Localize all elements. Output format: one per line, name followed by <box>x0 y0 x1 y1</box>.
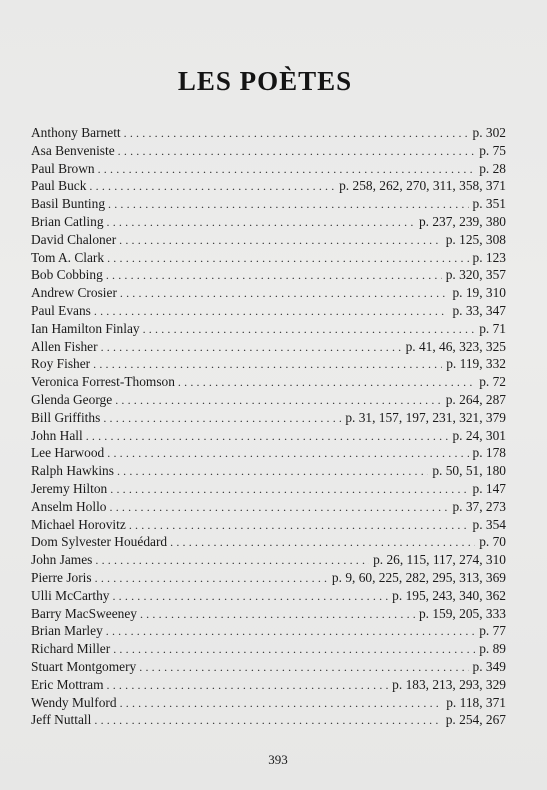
dot-leader <box>107 677 389 695</box>
page-references: p. 89 <box>479 641 506 657</box>
poet-name: Ian Hamilton Finlay <box>31 320 140 336</box>
dot-leader <box>94 712 441 730</box>
index-entry <box>31 676 506 694</box>
dot-leader <box>110 499 449 517</box>
poet-name: Basil Bunting <box>31 196 106 212</box>
index-entry <box>31 569 506 587</box>
poet-name: John Hall <box>31 427 83 443</box>
index-entry <box>31 213 506 231</box>
index-entry <box>31 195 506 213</box>
dot-leader <box>143 321 476 339</box>
page-references: p. 77 <box>479 623 506 639</box>
index-entry <box>31 587 506 605</box>
poet-name: Pierre Joris <box>31 569 92 585</box>
page-references: p. 31, 157, 197, 231, 321, 379 <box>345 409 506 425</box>
index-entry <box>31 551 506 569</box>
poet-name: Anthony Barnett <box>31 125 121 140</box>
index-entry <box>31 124 506 142</box>
poet-name: Jeff Nuttall <box>31 712 92 728</box>
dot-leader <box>106 623 475 641</box>
dot-leader <box>118 143 476 161</box>
poet-name: Andrew Crosier <box>31 285 117 301</box>
poet-name: Paul Evans <box>31 302 91 318</box>
poet-name: Paul Buck <box>31 178 87 194</box>
index-entry <box>31 409 506 427</box>
index-entry <box>31 302 506 320</box>
index-entry <box>31 622 506 640</box>
poet-name: Michael Horovitz <box>31 516 126 532</box>
page-references: p. 75 <box>479 142 506 158</box>
dot-leader <box>170 534 475 552</box>
poet-name: Brian Marley <box>31 623 103 639</box>
page-references: p. 254, 267 <box>445 712 506 728</box>
page-references: p. 147 <box>472 480 506 496</box>
poet-name: Tom A. Clark <box>31 249 105 265</box>
dot-leader <box>98 161 476 179</box>
page-references: p. 50, 51, 180 <box>432 463 506 479</box>
page-references: p. 258, 262, 270, 311, 358, 371 <box>339 178 506 194</box>
dot-leader <box>107 214 415 232</box>
index-entry <box>31 605 506 623</box>
page-references: p. 28 <box>479 160 506 176</box>
dot-leader <box>106 267 442 285</box>
dot-leader <box>178 374 475 392</box>
page-references: p. 37, 273 <box>452 498 506 514</box>
poet-name: Eric Mottram <box>31 676 104 692</box>
index-entry <box>31 320 506 338</box>
dot-leader <box>113 641 475 659</box>
poet-name: Veronica Forrest-Thomson <box>31 374 175 390</box>
index-entry <box>31 231 506 249</box>
poet-name: Roy Fisher <box>31 356 91 372</box>
dot-leader <box>94 303 449 321</box>
poet-name: Ralph Hawkins <box>31 463 114 479</box>
page-references: p. 302 <box>472 125 506 140</box>
poet-name: Dom Sylvester Houédard <box>31 534 168 550</box>
dot-leader <box>103 410 341 428</box>
index-entry <box>31 355 506 373</box>
index-entry <box>31 249 506 267</box>
poet-name: Jeremy Hilton <box>31 480 108 496</box>
page-references: p. 183, 213, 293, 329 <box>392 676 506 692</box>
page-references: p. 195, 243, 340, 362 <box>392 587 506 603</box>
dot-leader <box>120 285 449 303</box>
poet-name: Richard Miller <box>31 641 111 657</box>
dot-leader <box>115 392 442 410</box>
poet-name: Lee Harwood <box>31 445 105 461</box>
page-references: p. 320, 357 <box>445 267 506 283</box>
index-entry <box>31 373 506 391</box>
index-entry <box>31 533 506 551</box>
page-references: p. 70 <box>479 534 506 550</box>
dot-leader <box>140 606 415 624</box>
dot-leader <box>112 588 388 606</box>
dot-leader <box>107 445 468 463</box>
dot-leader <box>107 250 468 268</box>
dot-leader <box>101 339 402 357</box>
index-entry <box>31 266 506 284</box>
index-entry <box>31 284 506 302</box>
poet-name: Glenda George <box>31 391 113 407</box>
poet-name: Brian Catling <box>31 213 104 229</box>
dot-leader <box>108 196 468 214</box>
dot-leader <box>129 517 469 535</box>
index-entry <box>31 462 506 480</box>
index-entry <box>31 142 506 160</box>
page-references: p. 71 <box>479 320 506 336</box>
page-references: p. 119, 332 <box>446 356 506 372</box>
dot-leader <box>95 552 369 570</box>
page-references: p. 41, 46, 323, 325 <box>405 338 506 354</box>
poet-index-list <box>31 124 506 729</box>
page-references: p. 264, 287 <box>445 391 506 407</box>
poet-name: Asa Benveniste <box>31 142 115 158</box>
dot-leader <box>110 481 468 499</box>
page-references: p. 349 <box>472 658 506 674</box>
index-entry <box>31 711 506 729</box>
index-entry <box>31 516 506 534</box>
page-references: p. 159, 205, 333 <box>418 605 506 621</box>
dot-leader <box>95 570 328 588</box>
poet-name: Anselm Hollo <box>31 498 107 514</box>
index-entry <box>31 658 506 676</box>
page-number: 393 <box>268 752 288 767</box>
page-references: p. 178 <box>472 445 506 461</box>
poet-name: David Chaloner <box>31 231 117 247</box>
index-entry <box>31 177 506 195</box>
page-references: p. 125, 308 <box>445 231 506 247</box>
index-entry <box>31 427 506 445</box>
dot-leader <box>89 178 335 196</box>
dot-leader <box>119 232 442 250</box>
page-references: p. 351 <box>472 196 506 212</box>
index-entry <box>31 160 506 178</box>
poet-name: Bill Griffiths <box>31 409 101 425</box>
page-references: p. 9, 60, 225, 282, 295, 313, 369 <box>331 569 506 585</box>
index-entry <box>31 498 506 516</box>
index-entry <box>31 694 506 712</box>
page-references: p. 33, 347 <box>452 302 506 318</box>
dot-leader <box>86 428 449 446</box>
page-references: p. 118, 371 <box>446 694 506 710</box>
poet-name: Paul Brown <box>31 160 95 176</box>
page-references: p. 123 <box>472 249 506 265</box>
dot-leader <box>93 356 442 374</box>
page-references: p. 26, 115, 117, 274, 310 <box>373 552 506 568</box>
index-entry <box>31 391 506 409</box>
page-references: p. 354 <box>472 516 506 532</box>
index-entry <box>31 480 506 498</box>
poet-name: John James <box>31 552 93 568</box>
index-entry <box>31 640 506 658</box>
page-references: p. 72 <box>479 374 506 390</box>
poet-name: Stuart Montgomery <box>31 658 137 674</box>
dot-leader <box>139 659 468 677</box>
page-references: p. 24, 301 <box>452 427 506 443</box>
index-entry <box>31 444 506 462</box>
poet-name: Wendy Mulford <box>31 694 117 710</box>
poet-name: Bob Cobbing <box>31 267 103 283</box>
index-entry <box>31 338 506 356</box>
poet-name: Ulli McCarthy <box>31 587 110 603</box>
poet-name: Allen Fisher <box>31 338 98 354</box>
dot-leader <box>117 463 428 481</box>
dot-leader <box>124 125 469 143</box>
page-title: LES POÈTES <box>177 66 353 96</box>
page-references: p. 19, 310 <box>452 285 506 301</box>
page-references: p. 237, 239, 380 <box>418 213 506 229</box>
dot-leader <box>120 695 443 713</box>
poet-name: Barry MacSweeney <box>31 605 137 621</box>
